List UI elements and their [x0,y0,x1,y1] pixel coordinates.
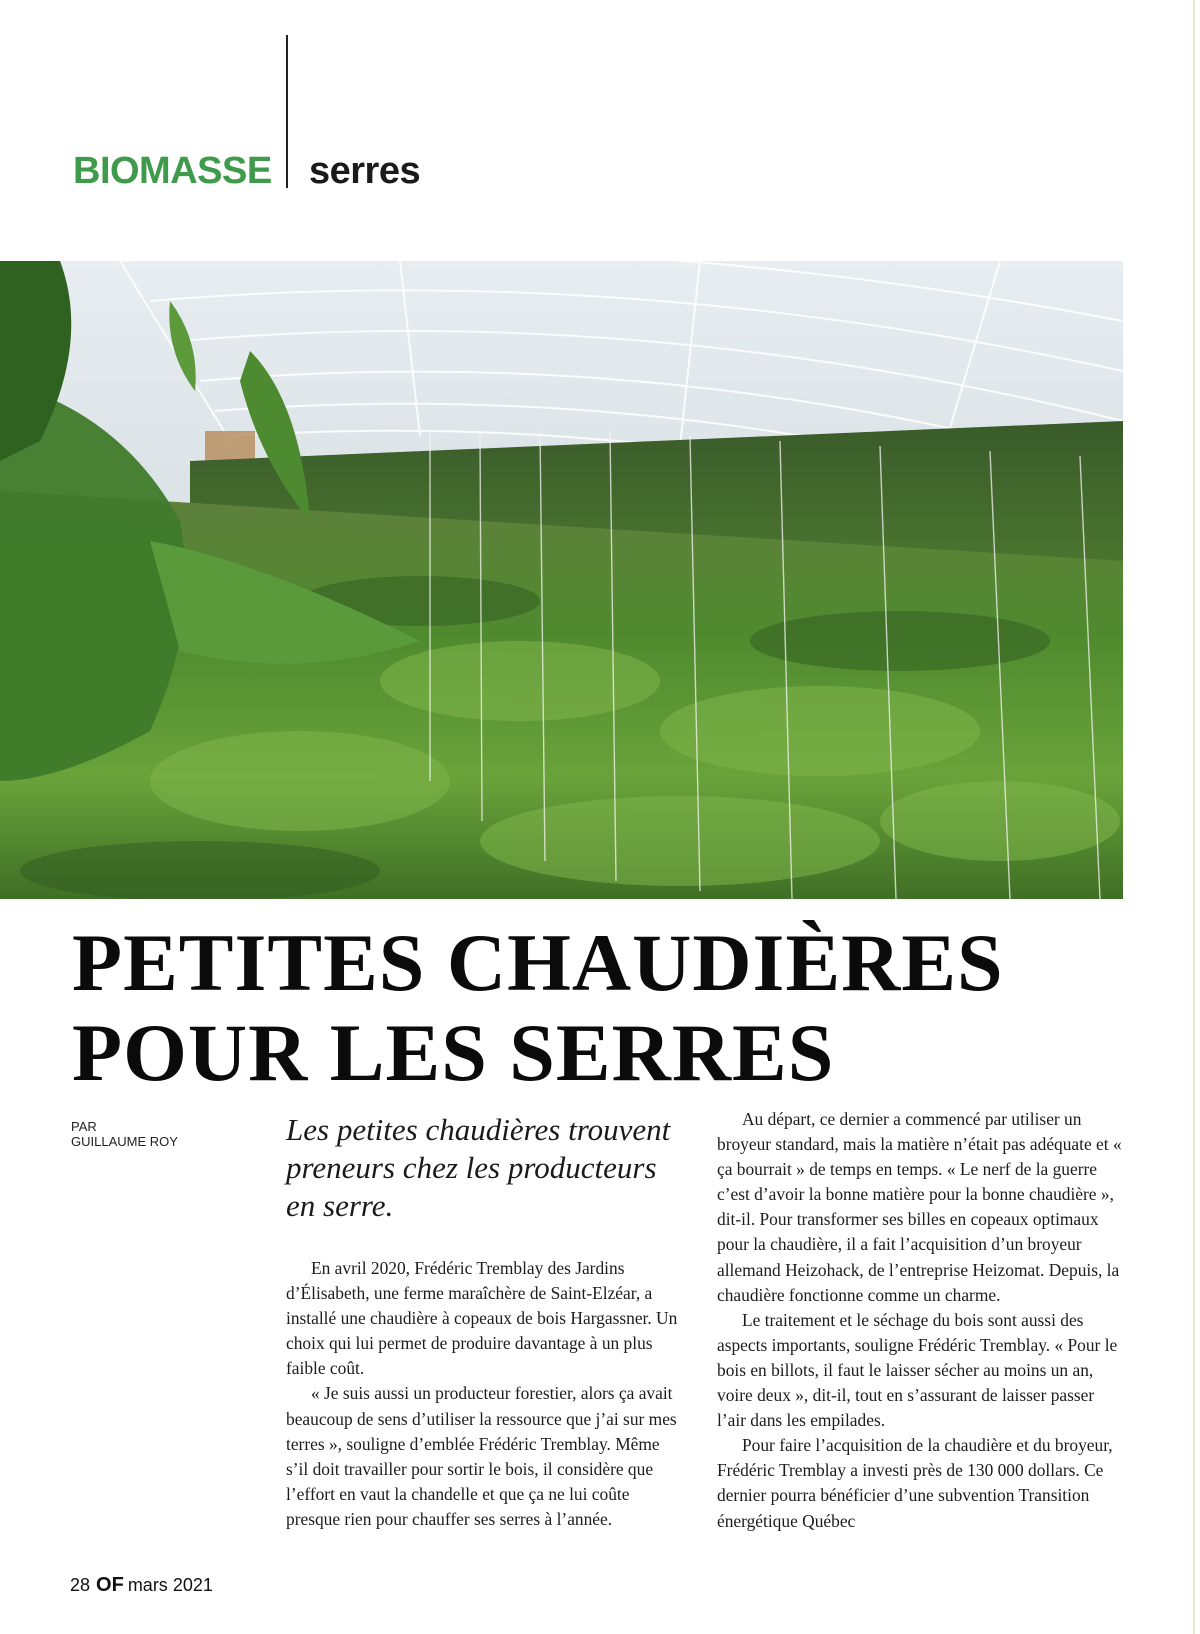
section-divider [286,35,288,188]
headline-line-1: PETITES CHAUDIÈRES [72,917,1004,1008]
byline [71,1119,178,1149]
body-column-1 [286,1256,684,1532]
page-number: 28 [70,1575,91,1595]
body-column-2 [717,1107,1124,1534]
section-label-primary: BIOMASSE [73,150,272,192]
paragraph: Au départ, ce dernier a commencé par utiliser un broyeur standard, mais la matière n’était pas adéquate et « ça bourrait » de temps en temps. « Le nerf de la guerre c’est d’avoir la bonne matière pour la bonne chaudière », dit-il. Pour transformer ses billes en copeaux optimaux pour la chaudière, il a fait l’acquisition d’un broyeur allemand Heizohack, de l’entreprise Heizomat. Depuis, la chaudière fonctionne comme un charme. [717,1109,1122,1305]
byline-author: GUILLAUME ROY [71,1134,178,1149]
issue-date: mars 2021 [127,1575,213,1595]
article-deck: Les petites chaudières trouvent preneurs chez les producteurs en serre. [286,1112,671,1223]
article-headline [72,918,1172,1098]
page-footer [70,1574,213,1597]
paragraph: En avril 2020, Frédéric Tremblay des Jardins d’Élisabeth, une ferme maraîchère de Saint-Elzéar, a installé une chaudière à copeaux de bois Hargassner. Un choix qui lui permet de produire davantage à un plus faible coût. [286,1258,678,1379]
paragraph: « Je suis aussi un producteur forestier, alors ça avait beaucoup de sens d’utiliser la ressource que j’ai sur mes terres », souligne d’emblée Frédéric Tremblay. Même s’il doit travailler pour sortir le bois, il considère que l’effort en vaut la chandelle et que ça ne lui coûte presque rien pour chauffer ses serres à l’année. [286,1383,677,1529]
byline-prefix: PAR [71,1119,97,1134]
headline-line-2: POUR LES SERRES [72,1007,835,1098]
hero-photo-greenhouse [0,261,1123,899]
magazine-logo: OF [96,1574,124,1596]
section-label-secondary: serres [309,150,421,192]
page-edge-line [1193,0,1195,1634]
paragraph: Pour faire l’acquisition de la chaudière et du broyeur, Frédéric Tremblay a investi près de 130 000 dollars. Ce dernier pourra bénéficier d’une subvention Transition énergétique Québec [717,1435,1113,1531]
paragraph: Le traitement et le séchage du bois sont aussi des aspects importants, souligne Frédéric Tremblay. « Pour le bois en billots, il faut le laisser sécher au moins un an, voire deux », dit-il, tout en s’assurant de laisser passer l’air dans les empilades. [717,1309,1118,1431]
